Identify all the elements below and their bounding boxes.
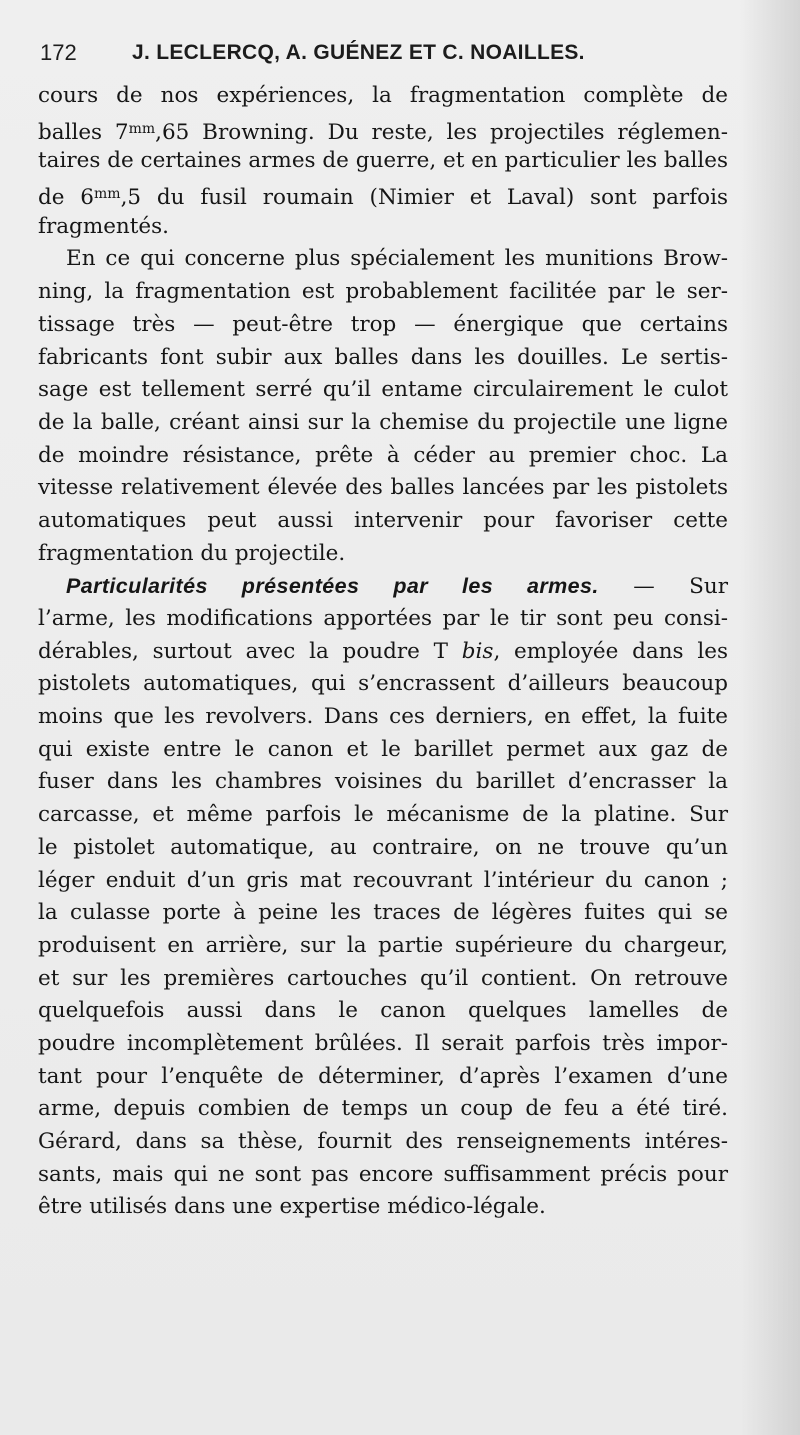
text-line bbox=[38, 995, 728, 1028]
text-run: vitesse relativement élevée des balles lancées par les pistolets bbox=[38, 475, 728, 501]
text-run: sants, mais qui ne sont pas encore suffisamment précis pour bbox=[38, 1161, 728, 1187]
text-line bbox=[38, 342, 728, 375]
text-run: En ce qui concerne plus spécialement les munitions Brow- bbox=[66, 246, 728, 272]
text-line bbox=[38, 440, 728, 473]
text-line bbox=[38, 145, 728, 178]
text-line bbox=[38, 701, 728, 734]
text-line bbox=[38, 80, 728, 113]
text-run: être utilisés dans une expertise médico-légale. bbox=[38, 1194, 546, 1220]
text-line bbox=[38, 832, 728, 865]
text-run: produisent en arrière, sur la partie supérieure du chargeur, bbox=[38, 932, 728, 958]
text-line bbox=[38, 505, 728, 538]
text-run: de 6 bbox=[38, 185, 94, 211]
text-run: arme, depuis combien de temps un coup de feu a été tiré. bbox=[38, 1096, 728, 1122]
text-line bbox=[38, 734, 728, 767]
text-run: la culasse porte à peine les traces de légères fuites qui se bbox=[38, 900, 728, 926]
text-line bbox=[38, 1191, 728, 1224]
text-line bbox=[38, 538, 728, 571]
text-line bbox=[38, 603, 728, 636]
text-run: léger enduit d’un gris mat recouvrant l’intérieur du canon ; bbox=[38, 867, 728, 893]
text-run: fabricants font subir aux balles dans les douilles. Le sertis- bbox=[38, 344, 728, 370]
text-line bbox=[38, 211, 728, 244]
superscript-unit: mm bbox=[94, 186, 121, 203]
running-head: J. LECLERCQ, A. GUÉNEZ ET C. NOAILLES. bbox=[132, 41, 585, 64]
text-line bbox=[38, 865, 728, 898]
page-header bbox=[40, 38, 740, 72]
text-line bbox=[38, 766, 728, 799]
text-line bbox=[38, 374, 728, 407]
text-run: cours de nos expériences, la fragmentation complète de bbox=[38, 83, 728, 108]
text-run: fragmentation du projectile. bbox=[38, 540, 346, 566]
text-line bbox=[38, 1028, 728, 1061]
text-line bbox=[38, 309, 728, 342]
text-line bbox=[38, 570, 728, 603]
text-line bbox=[38, 113, 728, 146]
text-line bbox=[38, 407, 728, 440]
text-run: pistolets automatiques, qui s’encrassent d’ailleurs beaucoup bbox=[38, 671, 728, 697]
body-text bbox=[38, 80, 728, 1224]
text-run: quelquefois aussi dans le canon quelques lamelles de bbox=[38, 998, 728, 1024]
text-run: fuser dans les chambres voisines du barillet d’encrasser la bbox=[38, 769, 728, 795]
text-run: — Sur bbox=[598, 574, 728, 600]
text-line bbox=[38, 930, 728, 963]
section-run-in-heading: Particularités présentées par les armes. bbox=[66, 574, 599, 599]
text-run: tant pour l’enquête de déterminer, d’après l’examen d’une bbox=[38, 1063, 728, 1089]
text-run: de la balle, créant ainsi sur la chemise du projectile une ligne bbox=[38, 409, 728, 435]
text-line bbox=[38, 243, 728, 276]
text-run: , employée dans les bbox=[493, 638, 728, 664]
text-run: le pistolet automatique, au contraire, on ne trouve qu’un bbox=[38, 834, 728, 860]
text-line bbox=[38, 1126, 728, 1159]
text-run: carcasse, et même parfois le mécanisme de la platine. Sur bbox=[38, 802, 728, 828]
text-line bbox=[38, 472, 728, 505]
text-line bbox=[38, 636, 728, 669]
text-run: taires de certaines armes de guerre, et en particulier les balles bbox=[38, 148, 729, 174]
text-run: qui existe entre le canon et le barillet permet aux gaz de bbox=[38, 736, 728, 762]
text-run: ,65 Browning. Du reste, les projectiles réglemen- bbox=[155, 119, 728, 145]
text-run: automatiques peut aussi intervenir pour favoriser cette bbox=[38, 507, 728, 533]
text-line bbox=[38, 276, 728, 309]
text-run: dérables, surtout avec la poudre T bbox=[38, 638, 462, 664]
text-run: balles 7 bbox=[38, 119, 129, 145]
text-run: fragmentés. bbox=[38, 213, 170, 239]
text-run: de moindre résistance, prête à céder au premier choc. La bbox=[38, 442, 728, 468]
text-line bbox=[38, 963, 728, 996]
text-line bbox=[38, 799, 728, 832]
text-run: l’arme, les modifications apportées par le tir sont peu consi- bbox=[38, 606, 728, 631]
text-run: poudre incomplètement brûlées. Il serait parfois très impor- bbox=[38, 1030, 728, 1056]
text-run: tissage très — peut-être trop — énergique que certains bbox=[38, 311, 728, 337]
text-run: Gérard, dans sa thèse, fournit des renseignements intéres- bbox=[38, 1129, 728, 1154]
text-run: sage est tellement serré qu’il entame circulairement le culot bbox=[38, 377, 728, 403]
text-line bbox=[38, 1159, 728, 1192]
page-number: 172 bbox=[40, 40, 77, 65]
text-line bbox=[38, 178, 728, 211]
text-line bbox=[38, 668, 728, 701]
text-line bbox=[38, 1061, 728, 1094]
text-run: ning, la fragmentation est probablement facilitée par le ser- bbox=[38, 279, 728, 305]
text-line bbox=[38, 1093, 728, 1126]
text-line bbox=[38, 897, 728, 930]
superscript-unit: mm bbox=[128, 120, 156, 137]
text-run: et sur les premières cartouches qu’il contient. On retrouve bbox=[38, 965, 728, 991]
italic-run: bis bbox=[461, 638, 494, 664]
text-run: ,5 du fusil roumain (Nimier et Laval) sont parfois bbox=[120, 185, 728, 211]
text-run: moins que les revolvers. Dans ces derniers, en effet, la fuite bbox=[38, 704, 728, 730]
